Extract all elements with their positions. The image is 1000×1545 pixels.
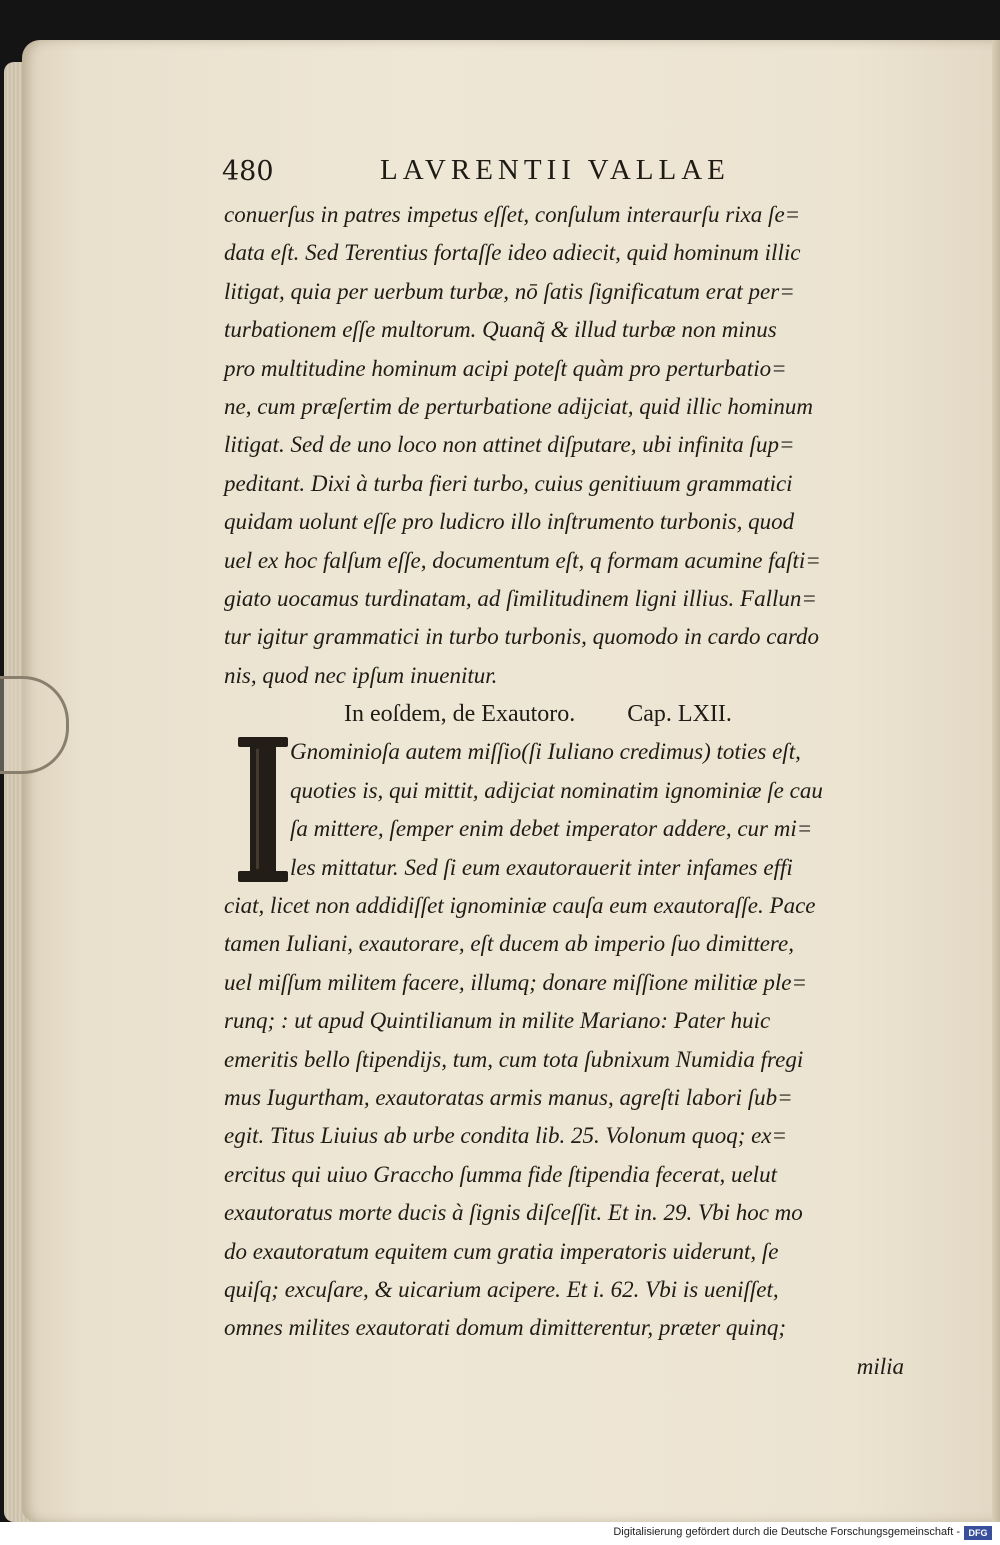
page-number: 480 (222, 156, 274, 187)
text-line: conuerſus in patres impetus eſſet, conſulum interaurſu rixa ſe= (224, 202, 801, 227)
catchword: milia (856, 1353, 904, 1379)
text-line: turbationem eſſe multorum. Quanq̃ & illud turbæ non minus (224, 317, 777, 343)
running-title: LAVRENTII VALLAE (380, 154, 730, 186)
text-line: ne, cum præſertim de perturbatione adijciat, quid illic hominum (224, 393, 813, 419)
text-line: egit. Titus Liuius ab urbe condita lib. 25. Volonum quoq; ex= (224, 1123, 788, 1149)
chapter-title: In eoſdem, de Exautoro. (344, 701, 576, 728)
text-line: exautoratus morte ducis à ſignis diſceſſit. Et in. 29. Vbi hoc mo (224, 1200, 803, 1226)
text-line: litigat. Sed de uno loco non attinet diſputare, ubi infinita ſup= (224, 432, 795, 458)
text-line: mus Iugurtham, exautoratas armis manus, agreſti labori ſub= (224, 1084, 793, 1110)
text-line: nis, quod nec ipſum inuenitur. (224, 662, 498, 688)
text-line: emeritis bello ſtipendijs, tum, cum tota ſubnixum Numidia fregi (224, 1046, 804, 1072)
text-line: ercitus qui uiuo Graccho ſumma fide ſtipendia fecerat, uelut (224, 1161, 777, 1187)
text-line: data eſt. Sed Terentius fortaſſe ideo adiecit, quid hominum illic (224, 240, 801, 266)
text-line: Gnominioſa autem miſſio(ſi Iuliano credimus) toties eſt, (290, 739, 801, 765)
text-line: uel miſſum militem facere, illumq; donare miſſione militiæ ple= (224, 969, 807, 995)
text-line: giato uocamus turdinatam, ad ſimilitudinem ligni illius. Fallun= (224, 585, 817, 611)
text-line: ſa mittere, ſemper enim debet imperator addere, cur mi= (290, 816, 813, 842)
text-line: peditant. Dixi à turba fieri turbo, cuius genitiuum grammatici (224, 470, 793, 496)
text-line: litigat, quia per uerbum turbæ, nō ſatis ſignificatum erat per= (224, 278, 795, 304)
text-line: tur igitur grammatici in turbo turbonis, quomodo in cardo cardo (224, 624, 820, 650)
chapter-heading (224, 695, 904, 733)
text-line: quoties is, qui mittit, adijciat nominatim ignominiæ ſe cau (290, 777, 823, 803)
text-line: quidam uolunt eſſe pro ludicro illo inſtrumento turbonis, quod (224, 509, 795, 535)
drop-initial-letter (234, 735, 292, 885)
text-line: do exautoratum equitem cum gratia imperatoris uiderunt, ſe (224, 1238, 779, 1264)
text-line: quiſq; excuſare, & uicarium acipere. Et i. 62. Vbi is ueniſſet, (224, 1276, 779, 1302)
footer-credit: Digitalisierung gefördert durch die Deutsche Forschungsgemeinschaft - (613, 1526, 960, 1538)
text-block (224, 196, 904, 1386)
text-line: runq; : ut apud Quintilianum in milite Mariano: Pater huic (224, 1008, 771, 1034)
footer-bar (0, 1522, 1000, 1545)
initial-paragraph (224, 733, 904, 887)
running-head (222, 150, 742, 190)
text-line: uel ex hoc falſum eſſe, documentum eſt, q formam acumine faſti= (224, 547, 821, 573)
text-line: tamen Iuliani, exautorare, eſt ducem ab imperio ſuo dimittere, (224, 931, 794, 957)
text-line: ciat, licet non addidiſſet ignominiæ cauſa eum exautoraſſe. Pace (224, 893, 816, 919)
chapter-number: Cap. LXII. (627, 701, 732, 728)
text-line: les mittatur. Sed ſi eum exautorauerit inter infames effi (290, 854, 793, 880)
text-line: omnes milites exautorati domum dimitterentur, præter quinq; (224, 1315, 786, 1341)
dfg-logo: DFG (964, 1526, 992, 1540)
text-line: pro multitudine hominum acipi poteſt quàm pro perturbatio= (224, 355, 787, 381)
page-right-edge (992, 40, 1000, 1522)
